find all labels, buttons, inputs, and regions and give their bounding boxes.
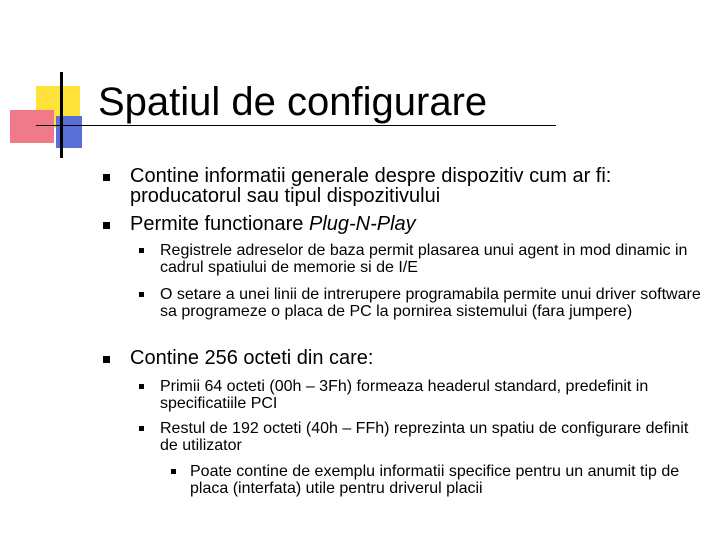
bullet-text: Contine informatii generale despre dispozitiv cum ar fi: producatorul sau tipul dispozitivului [130, 165, 612, 207]
sub-bullet-text: Restul de 192 octeti (40h – FFh) reprezinta un spatiu de configurare definit de utilizator [160, 420, 689, 454]
sub-bullet-item [160, 378, 705, 412]
sub-sub-bullet-item [190, 463, 700, 497]
bullet-item [130, 348, 690, 368]
sub-bullet-item [160, 242, 705, 276]
vertical-rule [60, 72, 63, 158]
bullet-text-prefix: Permite functionare [130, 213, 309, 235]
sub-bullet-item [160, 420, 705, 454]
square-bullet-icon [139, 426, 144, 431]
bullet-text: Contine 256 octeti din care: [130, 347, 374, 369]
square-bullet-icon [139, 292, 144, 297]
sub-bullet-item [160, 286, 705, 320]
sub-bullet-text: Primii 64 octeti (00h – 3Fh) formeaza headerul standard, predefinit in specificatiile PCI [160, 378, 649, 412]
square-bullet-icon [139, 384, 144, 389]
square-bullet-icon [171, 469, 176, 474]
square-bullet-icon [103, 222, 110, 229]
square-bullet-icon [103, 174, 110, 181]
sub-sub-bullet-text: Poate contine de exemplu informatii specifice pentru un anumit tip de placa (interfata) utile pentru driverul placii [190, 463, 680, 497]
bullet-text-italic: Plug-N-Play [308, 213, 416, 235]
bullet-item [130, 166, 690, 206]
bullet-text [130, 214, 690, 234]
square-bullet-icon [103, 356, 110, 363]
red-square [10, 110, 54, 143]
sub-bullet-text: O setare a unei linii de intrerupere programabila permite unui driver software sa programeze o placa de PC la pornirea sistemului (fara jumpere) [160, 286, 701, 320]
slide-title: Spatiul de configurare [98, 80, 488, 124]
sub-bullet-text: Registrele adreselor de baza permit plasarea unui agent in mod dinamic in cadrul spatiului de memorie si de I/E [160, 242, 688, 276]
slide-logo-decoration [0, 0, 100, 170]
square-bullet-icon [139, 248, 144, 253]
bullet-item [130, 214, 690, 234]
